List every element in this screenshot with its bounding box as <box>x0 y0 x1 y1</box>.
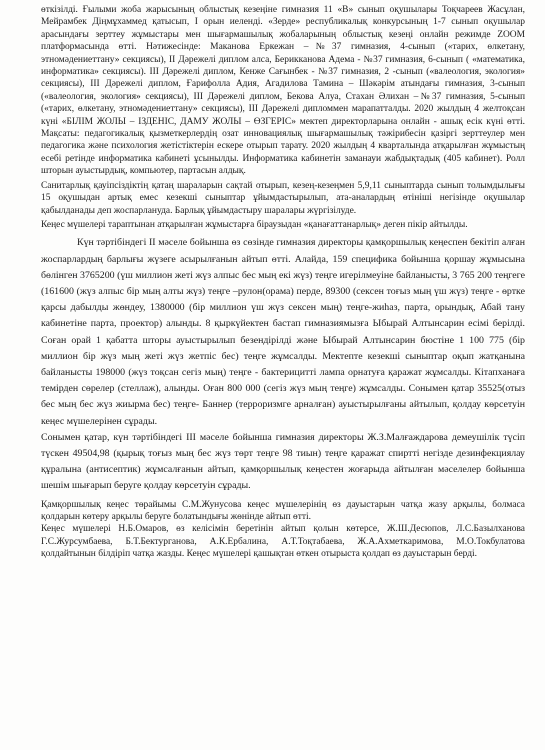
paragraph-sanitary: Санитарлық қауіпсіздіктің қатаң шараларын сақтай отырып, кезең-кезеңмен 5,9,11 сыныптарда сынып толымдылығы 15 оқушыдан артық емес кезекші сыныптар ұйымдастырылып, ата-аналардың өтініші негізінде оқушылар қабылданады деп жоспарлануда. Барлық ұйымдастыру шаралары жүргізілуде. <box>41 180 525 216</box>
paragraph-council-opinion: Кеңес мүшелері тараптынан атқарылған жұмыстарға біраузыдан «қанағаттанарлық» деген пікір айтылды. <box>41 219 468 230</box>
paragraph-agenda-item-2: Күн тәртібіндегі II мәселе бойынша өз сөзінде гимназия директоры қамқоршылық кеңеспен бекітіп алған жоспарлардың барлығы жүзеге асырылғанын айтып өтті. Алайда, 159 спецификa бойынша қоршау жұмысына бөлінген 3765200 (үш миллион жеті жүз алпыс бес мың екі жүз) теңге игерілмеуіне байланысты, 3 765 200 теңгеге (161600 (жүз алпыс бір мың алты жүз) теңге –рулон(орама) перде, 89300 (сексен тоғыз мың үш жүз) теңге - өртке қарсы дабылды жөндеу, 1380000 (бір миллион үш жүз сексен мың) теңге-жиһаз, парта, орындық, Абай тану кабинетіне парта, проектор) алынды. 8 қыркүйектен бастап гимназиямызға Ыбырай Алтынсарин есімі берілді. Соған орай 1 қабатта шторы ауыстырылып безендірілді және Ыбырай Алтынсарин бюстіне 1 100 775 (бір миллион бір жүз мың жеті жүз жетпіс бес) теңге жұмсалды. Мектепте кезекші сыныптар оқып жатқанына байланысты 198000 (жүз тоқсан сегіз мың) теңге - бактерицитті лампа орнатуға қаражат жұмсалды. Кітапханаға темірден сөрелер (стеллаж), алынды. Оған 800 000 (сегіз жүз мың теңге) жұмсалды. Сонымен қатар 35525(отыз бес мың бес жүз жиырма бес) теңге- Баннер (терроризмге арналған) ауыстырылғаны айтылып, қолдау көрсетуін кеңес мүшелерінен сұрады. <box>41 237 525 427</box>
paragraph-members-vote: Кеңес мүшелері Н.Б.Омаров, өз келісімін беретінін айтып қолын көтерсе, Ж.Ш.Десюпов, Л.С.Базылханова Г.С.Журсумбаева, Б.Т.Бектурганова, А.К.Ербалина, А.Т.Тоқтабаева, Ж.А.Ахметкаримова, М.О.Токбулатова қолдайтынын білдіріп чатқа жазды. Кеңес мүшелері қашықтан өткен отырыста қолдап өз дауыстарын берді. <box>41 524 525 560</box>
section-top <box>41 4 525 231</box>
section-main <box>41 235 525 494</box>
paragraph-competitions: өткізілді. Ғылыми жоба жарысының облыстық кезеңіне гимназия 11 «В» сынып оқушылары Тоқчареев Жасұлан, Мейрамбек Діңмұхаммед қатысып, I орын иеленді. «Зерде» республикалық конкурсының 1-7 сынып оқушылар арасындағы зерттеу жұмыстары мен шығармашылық жобаларының облыстық кезеңі онлайн режимде ZOOM платформасында өтті. Нәтижесінде: Маканова Еркежан –№37 гимназия, 4-сынып («тарих, өлкетану, этномәдениеттану» секциясы), II Дәрежелі диплом алса, Берикканова Адема - №37 гимназия, 6-сынып ( «математика, информатика» секциясы). III Дәрежелі диплом, Кенже Сағынбек - №37 гимназия, 2 -сынып («валеология, экология» секциясы), III Дәрежелі диплом, Ғарифолла Адия, Агадилова Тамина – Шәкәрім атындағы гимназия, 3-сынып («валеология, экология» секциясы), III Дәрежелі диплом, Бекова Алуа, Стахан Әлихан –№37 гимназия, 5-сынып («тарих, өлкетану, этномәдениеттану» секциясы), III Дәрежелі дипломмен марапатталды. 2020 жылдың 4 желтоқсан күні «БІЛІМ ЖОЛЫ – ІЗДЕНІС, ДАМУ ЖОЛЫ – ӨЗГЕРІС» мектеп директорларына онлайн - ашық есік күні өтті. Мақсаты: педагогикалық қызметкерлердің озат инновациялық шығармашылық тәжірибесін қазіргі зерттеулер мен педагогика және психология жетістіктерін ескере отырып тарату. 2020 жылдың 4 кварталында атқарылған жұмыстың есебі ретінде информатика кабинеті ұсынылды. Информатика кабинетін заманауи жабдықтадық (405 кабинет). Ролл шторын ауыстырдық, компьютер, партасын алдық. <box>41 5 525 177</box>
section-bottom <box>41 499 525 561</box>
paragraph-voting-method: Қамқоршылық кеңес төрайымы С.М.Жунусова кеңес мүшелерінің өз дауыстарын чатқа жазу арқылы, болмаса қолдарын көтеру арқылы беруге болатындығы жөнінде айтып өтті. <box>41 499 525 522</box>
paragraph-agenda-item-3: Сонымен қатар, күн тәртібіндегі III мәселе бойынша гимназия директоры Ж.З.Малғаждарова демеушілік түсіп түскен 49504,98 (қырық тоғыз мың бес жүз төрт теңге 98 тиын) теңге қаражат спиртті негізде дезинфекциялау құралына (антисептик) жұмсалғанын айтып, қамқоршылық кеңестен жоғарыда айтылған мәселелер бойынша шешім шығарып беруге қолдау көрсетуін сұрады. <box>41 431 525 492</box>
